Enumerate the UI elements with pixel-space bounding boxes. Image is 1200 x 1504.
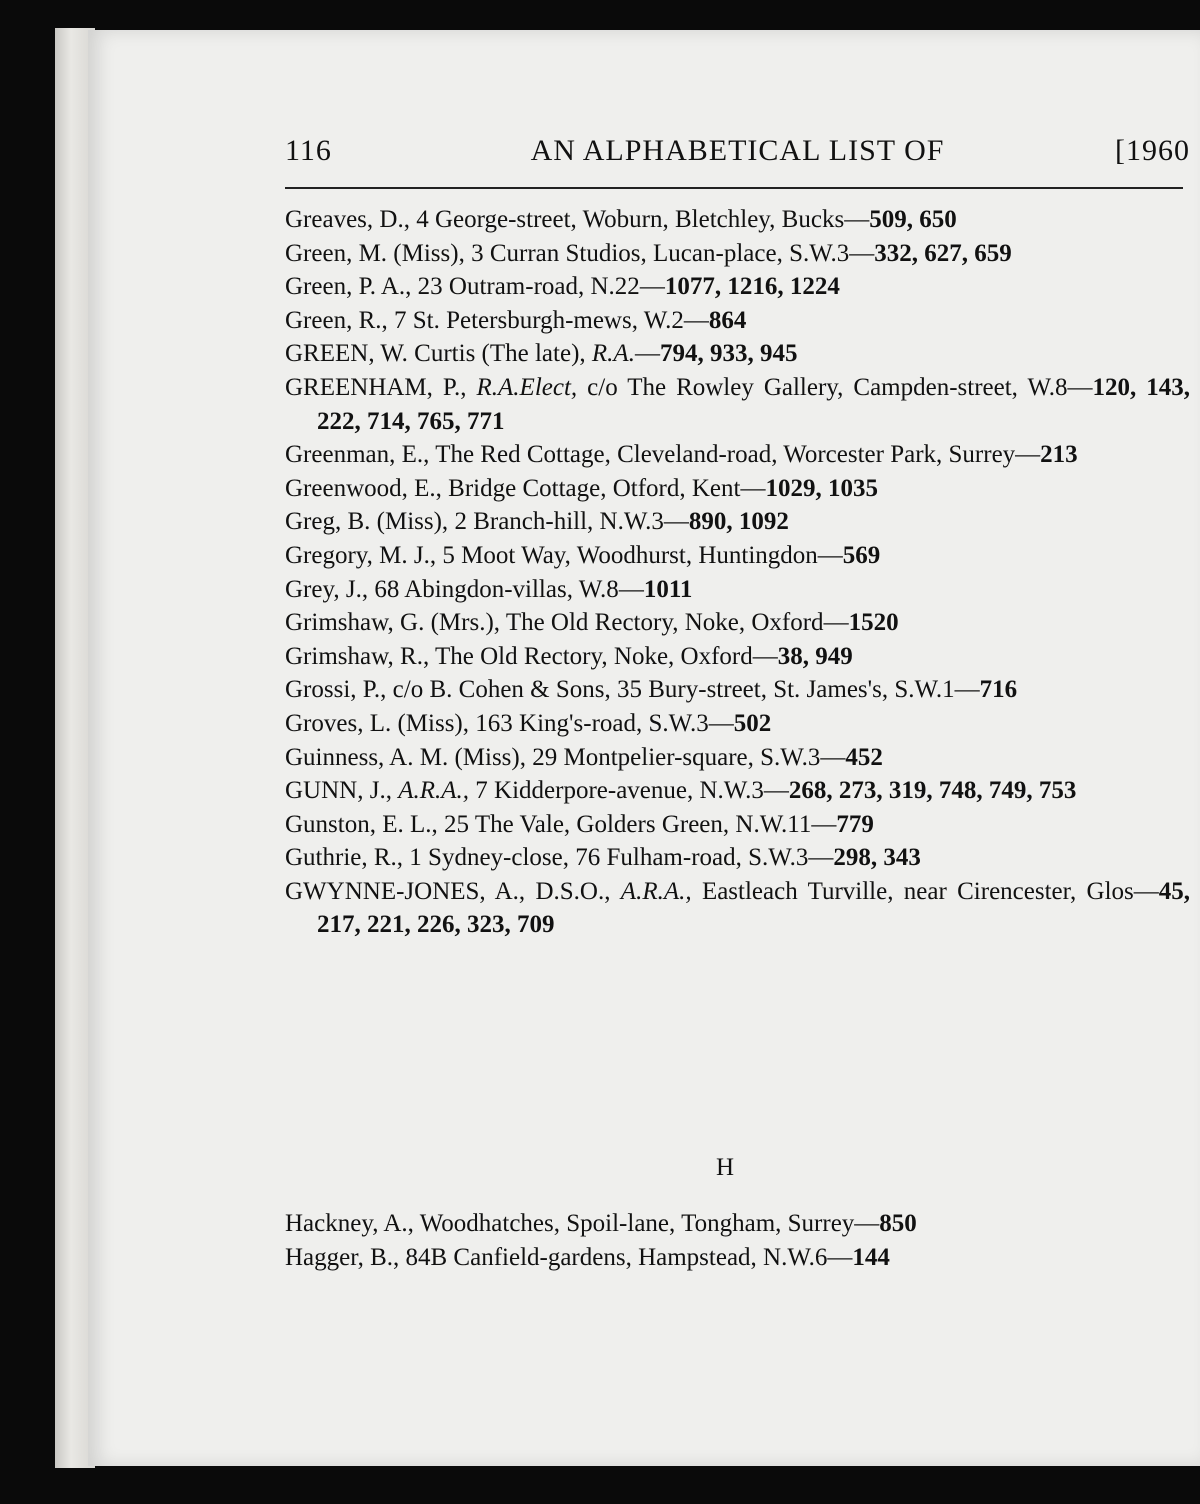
entry-refs: 38, 949 bbox=[777, 642, 853, 670]
entry-dash: — bbox=[639, 273, 665, 301]
entry-name: Greenman, E., bbox=[285, 441, 430, 469]
list-entry bbox=[285, 237, 1190, 271]
entry-address: 4 George-street, Woburn, Bletchley, Bucks bbox=[409, 206, 845, 233]
entry-name: Grimshaw, G. (Mrs.), bbox=[285, 609, 501, 637]
entry-name: GUNN, J., bbox=[285, 777, 392, 805]
entry-address: c/o B. Cohen & Sons, 35 Bury-street, St. James's, S.W.1 bbox=[386, 676, 955, 704]
entry-dash: — bbox=[854, 1210, 880, 1237]
entry-dash: — bbox=[823, 609, 849, 637]
entry-dash: — bbox=[954, 676, 980, 704]
list-entry bbox=[285, 707, 1190, 741]
list-entry bbox=[285, 640, 1190, 674]
entry-dash: — bbox=[827, 1243, 853, 1271]
entry-address: 163 King's-road, S.W.3 bbox=[469, 709, 709, 737]
entry-refs: 332, 627, 659 bbox=[874, 239, 1012, 267]
entry-refs: 120, 143, 222, 714, 765, 771 bbox=[317, 373, 1190, 435]
entry-address: 3 Curran Studios, Lucan-place, S.W.3 bbox=[464, 239, 850, 267]
entry-refs: 716 bbox=[979, 676, 1018, 704]
list-entry bbox=[285, 1207, 1190, 1241]
entry-refs: 502 bbox=[733, 709, 772, 737]
entry-dash: — bbox=[820, 743, 846, 771]
list-entry bbox=[285, 841, 1190, 875]
list-entry bbox=[285, 371, 1190, 438]
entry-refs: 298, 343 bbox=[833, 844, 921, 872]
entry-name: GWYNNE-JONES, A., D.S.O., bbox=[285, 877, 611, 905]
entry-refs: 452 bbox=[845, 743, 883, 771]
entry-honour: A.R.A., bbox=[398, 777, 470, 805]
entry-refs: 1029, 1035 bbox=[765, 474, 878, 502]
entry-name: Groves, L. (Miss), bbox=[285, 709, 470, 737]
entry-refs: 890, 1092 bbox=[688, 508, 789, 536]
entry-address: Eastleach Turville, near Cirencester, Glos bbox=[691, 877, 1134, 905]
entry-name: Grey, J., bbox=[285, 575, 369, 603]
entry-name: GREENHAM, P., bbox=[285, 373, 467, 401]
entry-address: 2 Branch-hill, N.W.3 bbox=[448, 508, 664, 536]
entry-name: Greaves, D., bbox=[285, 206, 410, 233]
entry-honour: A.R.A., bbox=[620, 877, 692, 905]
list-entry bbox=[285, 270, 1190, 304]
entry-dash: — bbox=[817, 541, 843, 569]
list-entry bbox=[285, 606, 1190, 640]
entry-dash: — bbox=[683, 306, 709, 334]
list-entry bbox=[285, 304, 1190, 338]
list-entry bbox=[285, 1241, 1190, 1275]
entry-refs: 569 bbox=[842, 541, 881, 569]
list-entry bbox=[285, 337, 1190, 371]
entry-address: 23 Outram-road, N.22 bbox=[411, 273, 640, 301]
entry-name: GREEN, W. Curtis (The late), bbox=[285, 340, 586, 368]
entry-honour: R.A. bbox=[591, 340, 635, 368]
entries-list-h bbox=[285, 1207, 1190, 1274]
header-year: [1960 bbox=[1115, 134, 1190, 167]
entry-dash: — bbox=[618, 575, 644, 603]
entry-address: Woodhatches, Spoil-lane, Tongham, Surrey bbox=[413, 1210, 855, 1237]
entry-address: The Old Rectory, Noke, Oxford bbox=[500, 609, 824, 637]
entry-name: Gregory, M. J., bbox=[285, 541, 437, 569]
entry-name: Greg, B. (Miss), bbox=[285, 508, 449, 536]
entry-name: Hackney, A., bbox=[285, 1210, 414, 1237]
entry-address: 7 St. Petersburgh-mews, W.2 bbox=[387, 306, 684, 334]
list-entry bbox=[285, 774, 1190, 808]
list-entry bbox=[285, 573, 1190, 607]
list-entry bbox=[285, 505, 1190, 539]
entry-name: Greenwood, E., bbox=[285, 474, 442, 502]
entry-address: 5 Moot Way, Woodhurst, Huntingdon bbox=[436, 541, 818, 569]
entry-dash: — bbox=[1133, 877, 1159, 905]
entry-dash: — bbox=[811, 810, 837, 838]
entry-refs: 509, 650 bbox=[869, 206, 957, 233]
running-header bbox=[285, 134, 1190, 174]
entry-dash: — bbox=[844, 206, 870, 233]
entry-name: Green, M. (Miss), bbox=[285, 239, 465, 267]
entry-address: Bridge Cottage, Otford, Kent bbox=[441, 474, 741, 502]
entry-name: Gunston, E. L., bbox=[285, 810, 438, 838]
entry-address: 1 Sydney-close, 76 Fulham-road, S.W.3 bbox=[403, 844, 809, 872]
list-entry bbox=[285, 808, 1190, 842]
entry-dash: — bbox=[849, 239, 875, 267]
list-entry bbox=[285, 875, 1190, 942]
entry-refs: 1011 bbox=[643, 575, 693, 603]
entry-address: 29 Montpelier-square, S.W.3 bbox=[526, 743, 821, 771]
entry-honour: R.A.Elect, bbox=[476, 373, 578, 401]
header-rule bbox=[285, 187, 1183, 189]
entry-name: Guthrie, R., bbox=[285, 844, 404, 872]
entry-name: Green, R., bbox=[285, 306, 388, 334]
page-number: 116 bbox=[285, 134, 332, 167]
entry-refs: 268, 273, 319, 748, 749, 753 bbox=[788, 777, 1077, 805]
entry-address: c/o The Rowley Gallery, Campden-street, W.8 bbox=[577, 373, 1068, 401]
entry-address: 68 Abingdon-villas, W.8 bbox=[368, 575, 619, 603]
list-entry bbox=[285, 673, 1190, 707]
entry-dash: — bbox=[1067, 373, 1093, 401]
entry-dash: — bbox=[752, 642, 778, 670]
entry-name: Green, P. A., bbox=[285, 273, 412, 301]
entry-dash: — bbox=[708, 709, 734, 737]
entry-address: 25 The Vale, Golders Green, N.W.11 bbox=[437, 810, 812, 838]
entry-dash: — bbox=[740, 474, 766, 502]
entry-address: 84B Canfield-gardens, Hampstead, N.W.6 bbox=[399, 1243, 828, 1271]
entry-refs: 213 bbox=[1040, 441, 1078, 469]
entry-refs: 1077, 1216, 1224 bbox=[664, 273, 840, 301]
page-title: AN ALPHABETICAL LIST OF bbox=[530, 134, 945, 167]
entry-refs: 850 bbox=[879, 1210, 917, 1237]
list-entry bbox=[285, 539, 1190, 573]
list-entry bbox=[285, 472, 1190, 506]
entry-dash: — bbox=[808, 844, 834, 872]
list-entry bbox=[285, 203, 1190, 237]
entry-name: Hagger, B., bbox=[285, 1243, 400, 1271]
entry-refs: 144 bbox=[852, 1243, 890, 1271]
entry-dash: — bbox=[763, 777, 789, 805]
entry-name: Guinness, A. M. (Miss), bbox=[285, 743, 526, 771]
entry-refs: 779 bbox=[836, 810, 874, 838]
entry-name: Grossi, P., bbox=[285, 676, 387, 704]
entry-name: Grimshaw, R., bbox=[285, 642, 430, 670]
list-entry bbox=[285, 438, 1190, 472]
entry-address: The Old Rectory, Noke, Oxford bbox=[429, 642, 753, 670]
list-entry bbox=[285, 741, 1190, 775]
section-letter-h: H bbox=[715, 1154, 735, 1181]
entries-list-g bbox=[285, 203, 1190, 942]
entry-dash: — bbox=[663, 508, 689, 536]
entry-dash: — bbox=[1015, 441, 1041, 469]
entry-refs: 794, 933, 945 bbox=[659, 340, 798, 368]
entry-address: 7 Kidderpore-avenue, N.W.3 bbox=[469, 777, 764, 805]
entry-refs: 864 bbox=[708, 306, 747, 334]
entry-refs: 1520 bbox=[848, 609, 899, 637]
entry-dash: — bbox=[634, 340, 660, 368]
entry-refs: 45, 217, 221, 226, 323, 709 bbox=[317, 877, 1190, 939]
entry-address: The Red Cottage, Cleveland-road, Worcester Park, Surrey bbox=[429, 441, 1016, 469]
